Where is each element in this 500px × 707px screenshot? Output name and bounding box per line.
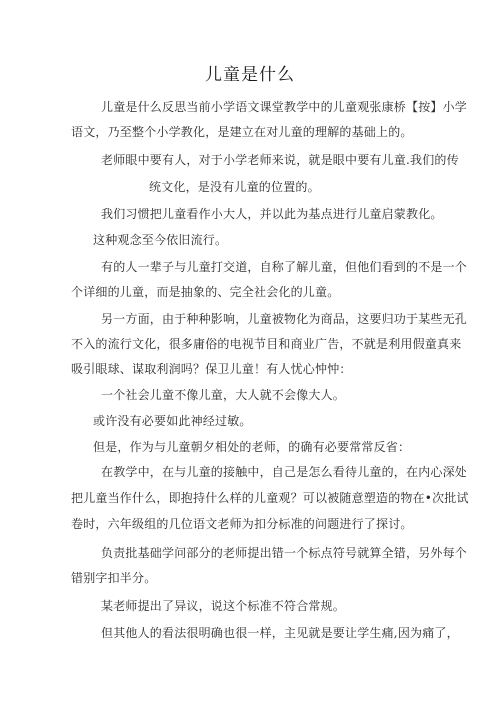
page-title: 儿童是什么 xyxy=(205,65,295,85)
text-line: 在教学中，在与儿童的接触中，自己是怎么看待儿童的，在内心深处 xyxy=(101,465,468,479)
text-line: 吸引眼球、谋取利润吗？保卫儿童！有人忧心忡忡： xyxy=(71,362,352,376)
text-line: 但是，作为与儿童朝夕相处的老师，的确有必要常常反省： xyxy=(93,440,411,454)
text-line: 这种观念至今依旧流行。 xyxy=(93,233,228,247)
text-line: 语文，乃至整个小学教化，是建立在对儿童的理解的基础上的。 xyxy=(71,125,413,139)
text-line: 老师眼中要有人，对于小学老师来说，就是眼中要有儿童.我们的传 xyxy=(101,153,459,167)
text-line: 个详细的儿童，而是抽象的、完全社会化的儿童。 xyxy=(71,285,340,299)
text-line: 有的人一辈子与儿童打交道，自称了解儿童，但他们看到的不是一个 xyxy=(101,260,468,274)
text-line: 不入的流行文化，很多庸俗的电视节目和商业广告，不就是利用假童真来 xyxy=(71,337,462,351)
text-line: 负责批基础学问部分的老师提出错一个标点符号就算全错，另外每个 xyxy=(101,546,468,560)
text-line: 但其他人的看法很明确也很一样，主见就是要让学生痛,因为痛了， xyxy=(101,626,459,640)
text-line: 错别字扣半分。 xyxy=(71,571,157,585)
text-line: 另一方面，由于种种影响，儿童被物化为商品，这要归功于某些无孔 xyxy=(101,312,468,326)
text-line: 统文化，是没有儿童的位置的。 xyxy=(149,180,320,194)
text-line: 儿童是什么反思当前小学语文课堂教学中的儿童观张康桥【按】小学 xyxy=(101,100,468,114)
text-line: 一个社会儿童不像儿童，大人就不会像大人。 xyxy=(101,388,346,402)
text-line: 或许没有必要如此神经过敏。 xyxy=(93,414,252,428)
text-line: 某老师提出了异议，说这个标准不符合常规。 xyxy=(101,599,346,613)
text-line: 把儿童当作什么，即抱持什么样的儿童观？可以被随意塑造的物在•次批试 xyxy=(71,491,469,505)
text-line: 我们习惯把儿童看作小大人，并以此为基点进行儿童启蒙教化。 xyxy=(101,207,443,221)
text-line: 卷时，六年级组的几位语文老师为扣分标准的问题进行了探讨。 xyxy=(71,517,413,531)
